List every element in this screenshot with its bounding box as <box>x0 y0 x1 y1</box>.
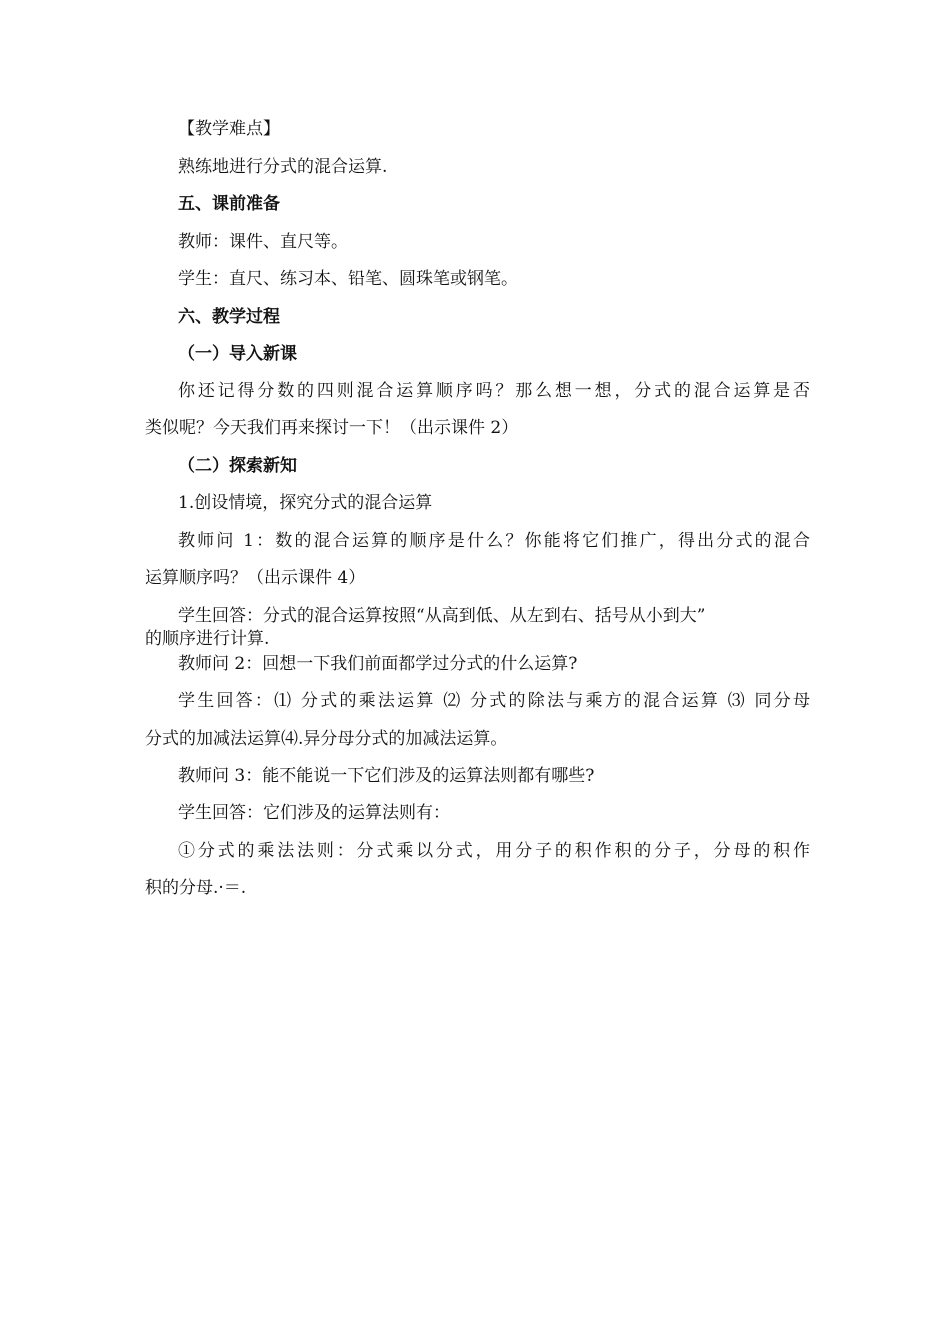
paragraph-teacher-question-3: 教师问 3：能不能说一下它们涉及的运算法则都有哪些? <box>178 766 595 786</box>
paragraph-introduction-line-1: 你还记得分数的四则混合运算顺序吗？那么想一想，分式的混合运算是否 <box>178 381 810 401</box>
paragraph-multiplication-rule-line-2: 积的分母.·＝. <box>145 878 247 898</box>
paragraph-student-answer-3: 学生回答：它们涉及的运算法则有： <box>178 803 450 823</box>
paragraph-introduction-line-2: 类似呢？今天我们再来探讨一下！（出示课件 2） <box>145 418 519 438</box>
section-heading-preparation: 五、课前准备 <box>178 194 280 214</box>
paragraph-student-answer-1-line-1: 学生回答：分式的混合运算按照“从高到低、从左到右、括号从小到大” <box>178 606 706 626</box>
section-heading-teaching-process: 六、教学过程 <box>178 307 280 327</box>
paragraph-teacher-question-2: 教师问 2：回想一下我们前面都学过分式的什么运算? <box>178 654 578 674</box>
paragraph-multiplication-rule-line-1: ①分式的乘法法则：分式乘以分式，用分子的积作积的分子，分母的积作 <box>178 841 810 861</box>
paragraph-difficulty-content: 熟练地进行分式的混合运算. <box>178 157 388 177</box>
paragraph-teacher-question-1-line-1: 教师问 1：数的混合运算的顺序是什么？你能将它们推广，得出分式的混合 <box>178 531 810 551</box>
paragraph-student-answer-1-line-2: 的顺序进行计算. <box>145 629 270 649</box>
paragraph-student-materials: 学生：直尺、练习本、铅笔、圆珠笔或钢笔。 <box>178 269 518 289</box>
heading-teaching-difficulty: 【教学难点】 <box>178 119 280 139</box>
subsection-heading-introduction: （一）导入新课 <box>178 344 297 364</box>
subsection-heading-exploration: （二）探索新知 <box>178 456 297 476</box>
paragraph-student-answer-2-line-1: 学生回答：⑴ 分式的乘法运算 ⑵ 分式的除法与乘方的混合运算 ⑶ 同分母 <box>178 691 810 711</box>
paragraph-teacher-question-1-line-2: 运算顺序吗？（出示课件 4） <box>145 568 366 588</box>
paragraph-scenario-title: 1.创设情境，探究分式的混合运算 <box>178 493 433 513</box>
paragraph-student-answer-2-line-2: 分式的加减法运算⑷.异分母分式的加减法运算。 <box>145 729 508 749</box>
paragraph-teacher-materials: 教师：课件、直尺等。 <box>178 232 348 252</box>
